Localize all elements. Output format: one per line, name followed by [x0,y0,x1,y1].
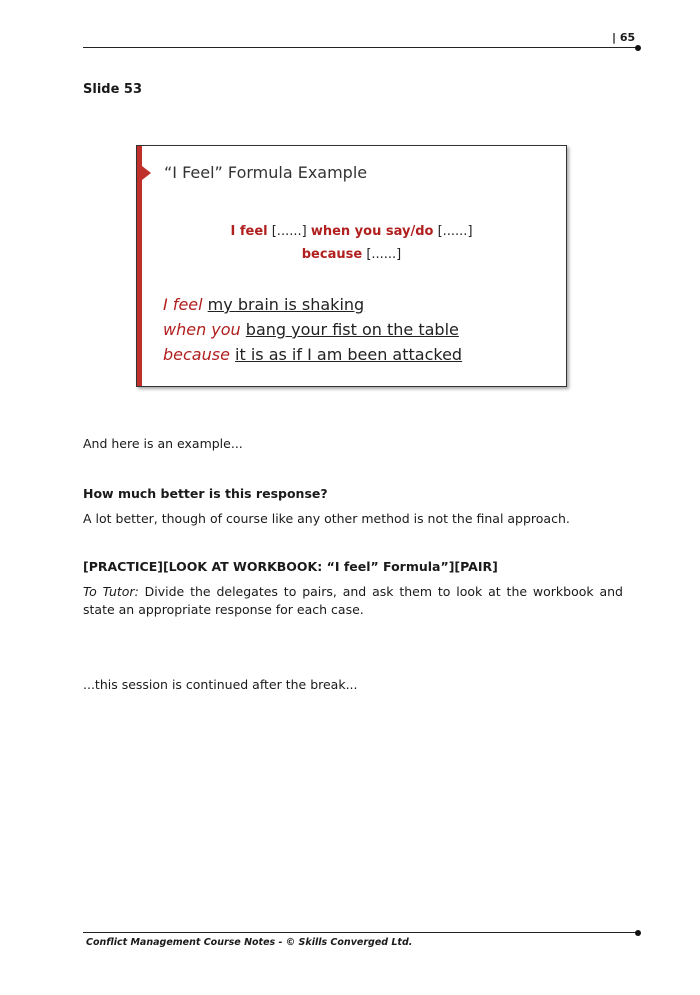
slide-title: “I Feel” Formula Example [164,163,368,182]
example-lead: because [163,345,230,364]
practice-heading: [PRACTICE][LOOK AT WORKBOOK: “I feel” Formula”][PAIR] [83,559,498,574]
example-text: my brain is shaking [207,295,365,314]
formula-i-feel: I feel [230,224,268,239]
formula-blank-3: [......] [366,247,402,262]
slide-example [163,292,462,367]
tutor-label: To Tutor: [83,584,139,599]
footer-text: Conflict Management Course Notes - © Skills Converged Ltd. [86,937,413,948]
page-number: | 65 [612,31,636,44]
example-text: it is as if I am been attacked [235,345,463,364]
tutor-note [83,583,623,619]
slide-arrow-icon [142,166,151,180]
intro-text: And here is an example... [83,436,243,451]
example-text: bang your fist on the table [245,320,459,339]
example-line [163,292,462,317]
rule-end-dot [635,930,641,936]
header-rule [83,47,638,48]
slide-accent-bar [137,146,142,386]
formula-because: because [301,247,363,262]
tutor-text: Divide the delegates to pairs, and ask them to look at the workbook and state an appropriate response for each case. [83,584,623,617]
formula-blank-1: [......] [271,224,307,239]
example-lead: I feel [163,295,203,314]
answer-text: A lot better, though of course like any other method is not the final approach. [83,511,570,526]
example-line [163,317,462,342]
formula-when-you: when you say/do [310,224,434,239]
question-heading: How much better is this response? [83,486,328,501]
slide-thumbnail [136,145,567,387]
example-line [163,342,462,367]
continued-text: ...this session is continued after the break... [83,677,358,692]
footer-rule [83,932,638,933]
example-lead: when you [163,320,241,339]
slide-formula [137,220,566,266]
formula-blank-2: [......] [437,224,473,239]
slide-heading: Slide 53 [83,82,143,97]
rule-end-dot [635,45,641,51]
